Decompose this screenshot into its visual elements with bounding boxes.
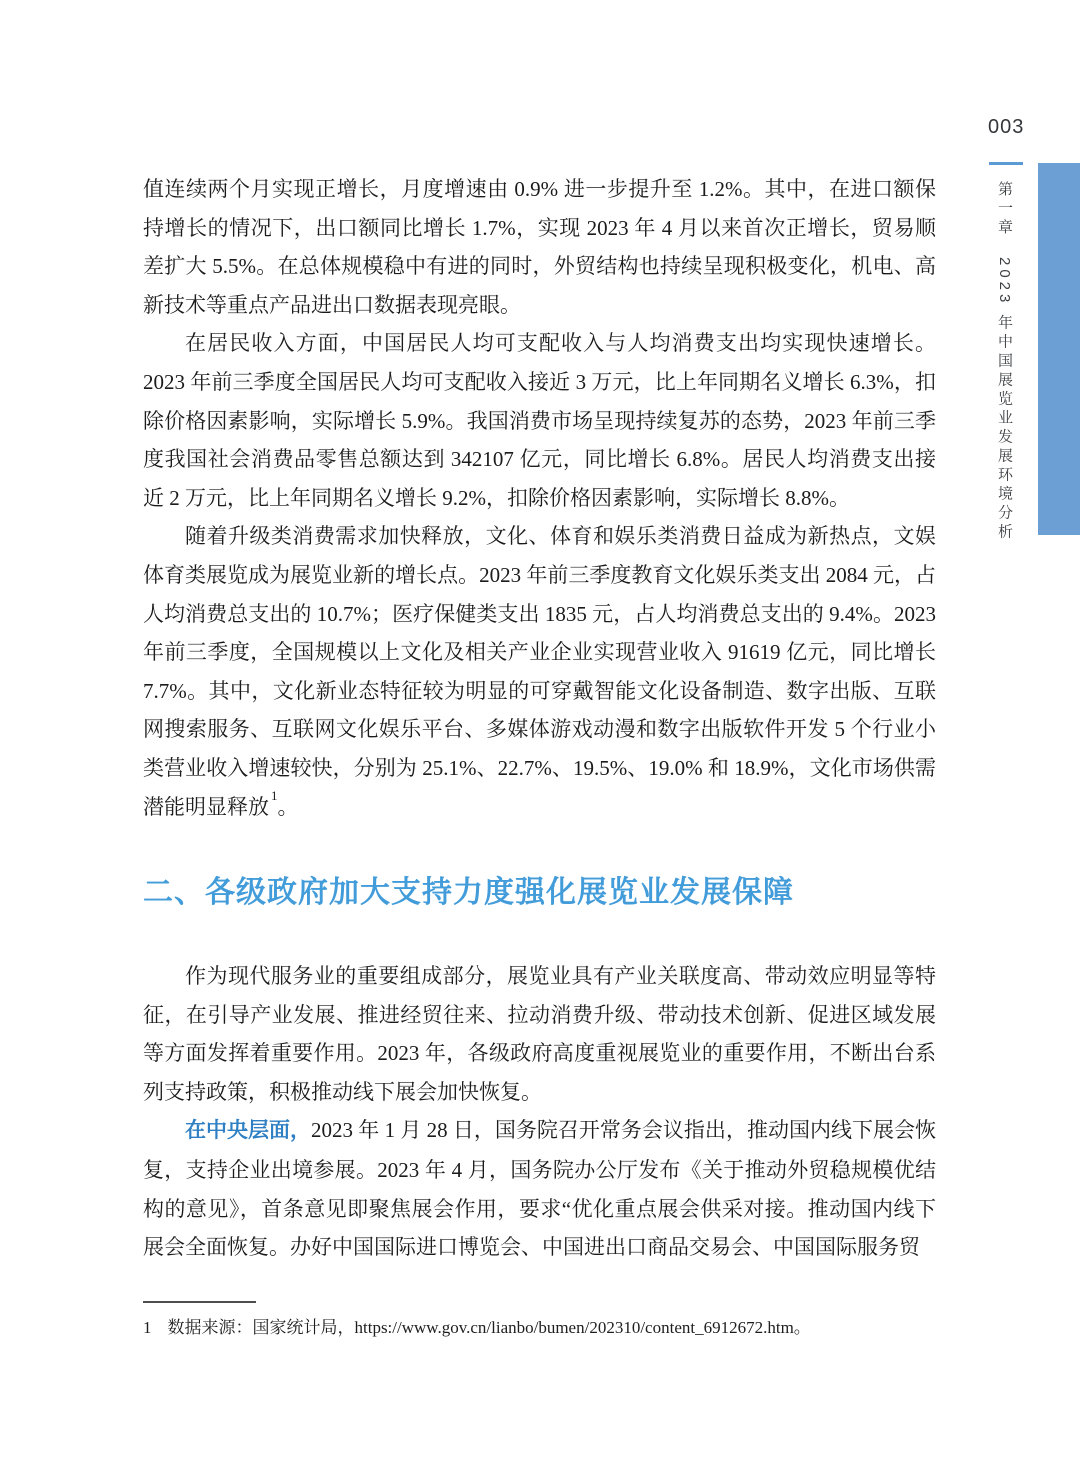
chapter-tab-bar bbox=[1038, 163, 1080, 535]
page-number: 003 bbox=[988, 116, 1025, 138]
footnote-number: 1 bbox=[143, 1318, 152, 1337]
paragraph-government-support: 作为现代服务业的重要组成部分，展览业具有产业关联度高、带动效应明显等特征，在引导产业发展、推进经贸往来、拉动消费升级、带动技术创新、促进区域发展等方面发挥着重要作用。2023 年，各级政府高度重视展览业的重要作用，不断出台系列支持政策，积极推动线下展会加快恢复。 bbox=[143, 964, 936, 1104]
paragraph-trade-growth: 值连续两个月实现正增长，月度增速由 0.9% 进一步提升至 1.2%。其中，在进口额保持增长的情况下，出口额同比增长 1.7%，实现 2023 年 4 月以来首次正增长，贸易顺差扩大 5.5%。在总体规模稳中有进的同时，外贸结构也持续呈现积极变化，机电、高新技术等重点产品进出口数据表现亮眼。 bbox=[143, 177, 936, 317]
paragraph-central-level-text: 2023 年 1 月 28 日，国务院召开常务会议指出，推动国内线下展会恢复，支持企业出境参展。2023 年 4 月，国务院办公厅发布《关于推动外贸稳规模优结构的意见》，首条意见即聚焦展会作用，要求“优化重点展会供采对接。推动国内线下展会全面恢复。办好中国国际进口博览会、中国进出口商品交易会、中国国际服务贸 bbox=[143, 1118, 937, 1260]
footnote-period: 。 bbox=[793, 1318, 811, 1337]
footnote-reference-marker: 1 bbox=[271, 787, 278, 803]
paragraph-culture-consumption-text: 随着升级类消费需求加快释放，文化、体育和娱乐类消费日益成为新热点，文娱体育类展览成为展览业新的增长点。2023 年前三季度教育文化娱乐类支出 2084 元，占人均消费总支出的 10.7%；医疗保健类支出 1835 元，占人均消费总支出的 9.4%。2023 年前三季度，全国规模以上文化及相关产业企业实现营业收入 91619 亿元，同比增长 7.7%。其中，文化新业态特征较为明显的可穿戴智能文化设备制造、数字出版、互联网搜索服务、互联网文化娱乐平台、多媒体游戏动漫和数字出版软件开发 5 个行业小类营业收入增速较快，分别为 25.1%、22.7%、19.5%、19.0% 和 18.9%，文化市场供需潜能明显释放 bbox=[143, 524, 936, 819]
body-text-column bbox=[143, 170, 936, 1267]
footnote-source-text: 数据来源：国家统计局， bbox=[167, 1318, 355, 1337]
page-number-rule bbox=[989, 162, 1023, 165]
paragraph-central-level bbox=[143, 1111, 936, 1266]
section-heading: 二、各级政府加大支持力度强化展览业发展保障 bbox=[143, 876, 794, 910]
paragraph-culture-consumption-tail: 。 bbox=[277, 794, 299, 819]
paragraph-lead-central-level: 在中央层面， bbox=[185, 1119, 312, 1143]
paragraph-culture-consumption bbox=[143, 517, 936, 826]
chapter-title-vertical: 第一章 2023 年中国展览业发展环境分析 bbox=[996, 181, 1013, 543]
footnote-separator-rule bbox=[143, 1301, 256, 1303]
footnote-text-line bbox=[143, 1316, 936, 1340]
footnote-url: https://www.gov.cn/lianbo/bumen/202310/content_6912672.htm bbox=[354, 1318, 794, 1337]
footnote-area bbox=[143, 1301, 936, 1340]
paragraph-resident-income: 在居民收入方面，中国居民人均可支配收入与人均消费支出均实现快速增长。2023 年前三季度全国居民人均可支配收入接近 3 万元，比上年同期名义增长 6.3%，扣除价格因素影响，实际增长 5.9%。我国消费市场呈现持续复苏的态势，2023 年前三季度我国社会消费品零售总额达到 342107 亿元，同比增长 6.8%。居民人均消费支出接近 2 万元，比上年同期名义增长 9.2%，扣除价格因素影响，实际增长 8.8%。 bbox=[143, 331, 936, 510]
